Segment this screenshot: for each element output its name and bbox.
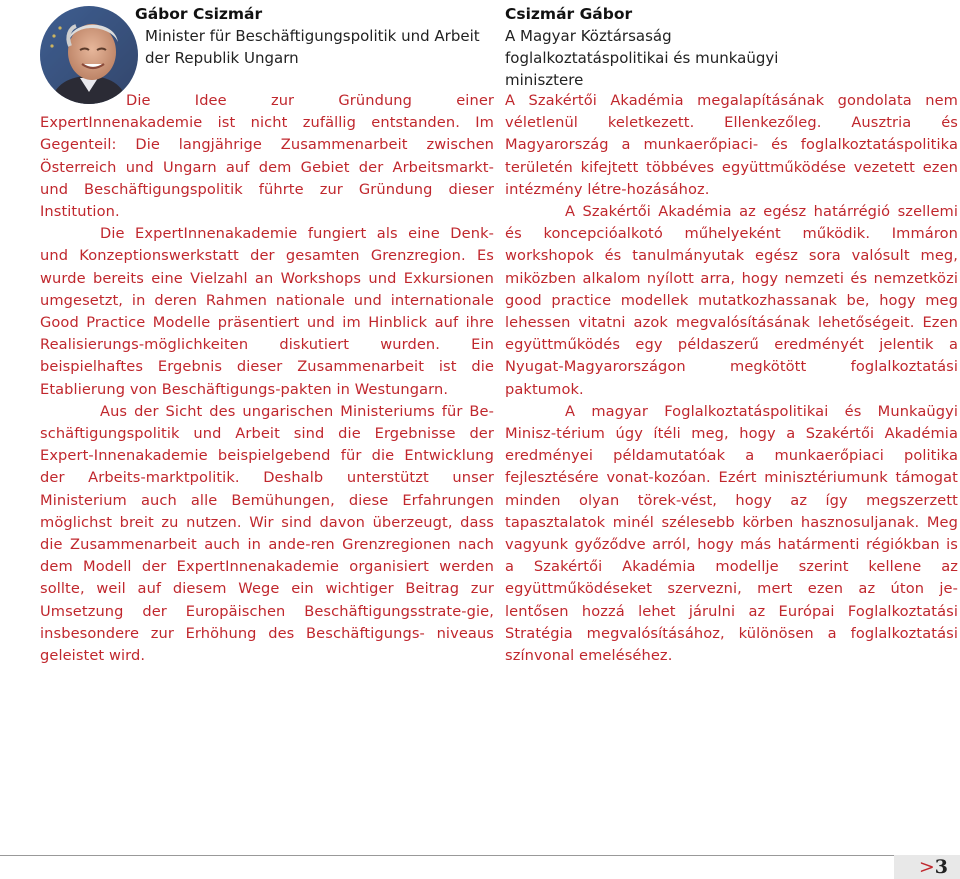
german-header <box>135 4 490 69</box>
page-number-value: 3 <box>934 856 948 878</box>
german-text-column <box>40 90 494 667</box>
german-minister-name: Gábor Csizmár <box>135 5 263 23</box>
arrow-icon: > <box>918 856 935 878</box>
footer-divider <box>0 855 960 856</box>
hungarian-paragraph-2: A Szakértői Akadémia az egész határrégió szellemi és koncepcióalkotó műhelyeként működik. Immáron workshopok és tanulmányutak egész sora valósult meg, miközben alkalom nyílott arra, hogy nemzeti és nemzetközi good practice modellek mutatkozhassanak be, hogy meg lehessen vitatni azok megvalósításának lehetőségeit. Ezen együttműködés egy példaszerű eredményét jelentik a Nyugat-Magyarországon megkötött foglalkoztatási paktumok. <box>505 203 958 398</box>
hungarian-paragraph-3: A magyar Foglalkoztatáspolitikai és Munkaügyi Minisz-térium úgy ítéli meg, hogy a Szakértői Akadémia eredményei példamutatóak a munkaerőpiaci politika fejlesztésére vonat-kozóan. Ezért minisztériumunk támogat minden olyan törek-vést, hogy az így megszerzett tapasztalatok minél szélesebb körben hasznosuljanak. Meg vagyunk győződve arról, hogy más határmenti régiókban is a Szakértői Akadémia modellje szerint kellene az együttműködéseket szervezni, mert ezen az úton je-lentősen hozzá lehet járulni az Európai Foglalkoztatási Stratégia megvalósításához, különösen a foglalkoztatási színvonal emeléséhez. <box>505 402 958 665</box>
hungarian-header <box>505 4 835 91</box>
german-paragraph-1: Die Idee zur Gründung einer ExpertInnenakademie ist nicht zufällig entstanden. Im Gegenteil: Die langjährige Zusammenarbeit zwischen Österreich und Ungarn auf dem Gebiet der Arbeitsmarkt- und Beschäftigungspolitik führte zur Gründung dieser Institution. <box>40 92 494 221</box>
hungarian-paragraph-1: A Szakértői Akadémia megalapításának gondolata nem véletlenül keletkezett. Ellenkezőleg. Ausztria és Magyarország a munkaerőpiaci- és foglalkoztatáspolitika területén kifejtett többéves együttműködése vezetett ezen intézmény létre-hozásához. <box>505 92 958 198</box>
german-minister-role: Minister für Beschäftigungspolitik und Arbeit der Republik Ungarn <box>145 27 480 67</box>
german-paragraph-2: Die ExpertInnenakademie fungiert als eine Denk- und Konzeptionswerkstatt der gesamten Grenzregion. Es wurde bereits eine Vielzahl an Workshops und Exkursionen umgesetzt, in deren Rahmen nationale und internationale Good Practice Modelle präsentiert und im Hinblick auf ihre Realisierungs-möglichkeiten diskutiert wurden. Ein beispielhaftes Ergebnis dieser Zusammenarbeit ist die Etablierung von Beschäftigungs-pakten in Westungarn. <box>40 225 494 398</box>
german-paragraph-3: Aus der Sicht des ungarischen Ministeriums für Be-schäftigungspolitik und Arbeit sind die Ergebnisse der Expert-Innenakademie beispielgebend für die Entwicklung der Arbeits-marktpolitik. Deshalb unterstützt unser Ministerium auch alle Bemühungen, diese Erfahrungen möglichst breit zu nutzen. Wir sind davon überzeugt, dass die Zusammenarbeit auch in ande-ren Grenzregionen nach dem Modell der ExpertInnenakademie organisiert werden sollte, weil auf diesem Wege ein wichtiger Beitrag zur Umsetzung der Europäischen Beschäftigungsstrate-gie, insbesondere zur Erhöhung des Beschäftigungs- niveaus geleistet wird. <box>40 402 494 665</box>
hungarian-text-column <box>505 90 958 667</box>
hungarian-minister-name: Csizmár Gábor <box>505 5 633 23</box>
hungarian-minister-role: A Magyar Köztársaság foglalkoztatáspolitikai és munkaügyi minisztere <box>505 27 779 89</box>
page-number <box>919 856 948 878</box>
